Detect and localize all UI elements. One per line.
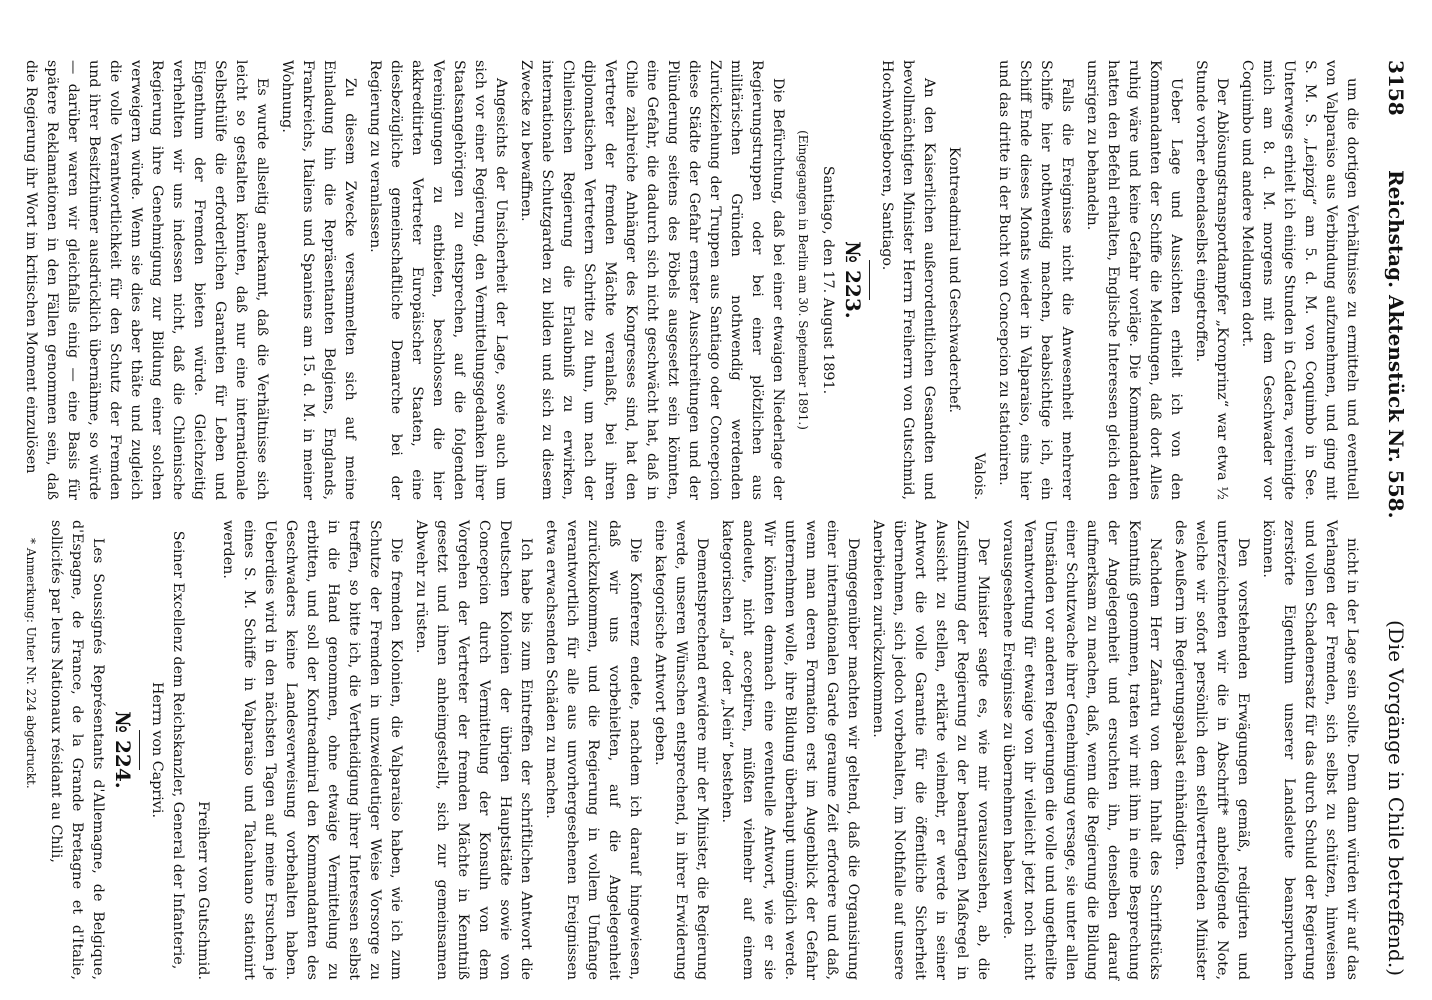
document-number: № 223. [841, 241, 865, 319]
page-header [1370, 60, 1408, 977]
page-number: 3158 [1384, 60, 1408, 116]
paragraph: Nachdem Herr Zañartu von dem Inhalt des Schriftstücks Kenntniß genommen, traten wir mit ihm in eine Besprechung der Angelegenheit und ersuchten ihn, denselben darauf aufmerksam zu machen, daß, wenn die Regierung die Bildung einer Schutzwache ihrer Genehmigung versage, sie unter allen Umständen vor anderen Regierungen die volle und ungetheilte Verantwortung für etwaige von ihr vielleicht jetzt noch nicht vorausgesehene Ereignisse zu übernehmen haben werde. [1000, 520, 1163, 980]
right-column [16, 520, 1362, 980]
place-date: Santiago, den 17. August 1891. [820, 165, 836, 395]
footnote: * Anmerkung: Unter Nr. 224 abgedruckt. [24, 538, 38, 789]
page-title: Reichstag. Aktenstück Nr. 558. [1384, 170, 1408, 519]
received-note: (Eingegangen in Berlin am 30. September 1891.) [796, 130, 810, 430]
paragraph: Falls die Ereignisse nicht die Anwesenheit mehrerer Schiffe hier nothwendig machen, beabsichtige ich, ein Schiff Ende dieses Monats wieder in Valparaiso, eins hier und das dritte in der Bucht von Concepcion zu stationiren. [996, 60, 1075, 500]
paragraph: Es wurde allseitig anerkannt, daß die Verhältnisse sich leicht so gestalten könnten, daß nur eine internationale Selbsthülfe die erforderlichen Garantien für Leben und Eigenthum der Fremden bieten würde. Gleichzeitig verhehlten wir uns indessen nicht, daß die Chilenische Regierung ihre Genehmigung zur Bildung einer solchen verweigern würde. Wenn sie dies aber thäte und zugleich die volle Verantwortlichkeit für den Schutz der Fremden und ihrer Besitzthümer ausdrücklich übernähme, so würde — darüber waren wir gleichfalls einig — eine Basis für spätere Reklamationen in den Fällen genommen sein, daß die Regierung ihr Wort im kritischen Moment einzulösen [23, 60, 270, 500]
paragraph: Zu diesem Zwecke versammelten sich auf meine Einladung hin die Repräsentanten Belgiens, Englands, Frankreichs, Italiens und Spaniens am 15. d. M. in meiner Wohnung. [279, 60, 358, 500]
running-head: (Die Vorgänge in Chile betreffend.) [1384, 620, 1408, 977]
paragraph: Angesichts der Unsicherheit der Lage, sowie auch um sich vor einer Regierung, den Vermittelungsgedanken ihrer Staatsangehörigen zu entsprechen, auf die folgenden Vereinigungen zu entbieten, beschlossen die hier akkreditirten Vertreter Europäischer Staaten, eine diesbezügliche gemeinschaftliche Demarche bei der Regierung zu veranlassen. [367, 60, 509, 500]
paragraph: Die Konferenz endete, nachdem ich darauf hingewiesen, daß wir uns vorbehielten, auf die Angelegenheit zurückzukommen, und die Regierung in vollem Umfange verantwortlich für alle aus unvorhergesehenen Ereignissen etwa erwachsenden Schäden zu machen. [543, 520, 643, 980]
paragraph: Den vorstehenden Erwägungen gemäß, redigirten und unterzeichneten wir die in Abschrift* anbeifolgende Note, welche wir sofort persönlich dem stellvertretenden Minister des Aeußern im Regierungspalast einhändigten. [1172, 520, 1251, 980]
addressee: An den Kaiserlichen außerordentlichen Gesandten und bevollmächtigten Minister Herrn Freiherrn von Gutschmid, Hochwohlgeboren, Santiago. [879, 60, 937, 500]
french-paragraph: Les Soussignés Représentants d'Allemagne, de Belgique, d'Espagne, de France, de la Grande Bretagne et d'Italie, sollicités par leurs Nationaux résidant au Chili, [48, 520, 106, 980]
paragraph: Ueber Lage und Aussichten erhielt ich von den Kommandanten der Schiffe die Meldungen, daß dort Alles ruhig wäre und keine Gefahr vorläge. Die Kommandanten hatten den Befehl erhalten, Englische Interessen gleich den unsrigen zu behandeln. [1084, 60, 1184, 500]
left-column [16, 60, 1362, 500]
signature: Freiherr von Gutschmid. [195, 801, 211, 980]
paragraph: Die fremden Kolonien, die Valparaiso haben, wie ich zum Schutze der Fremden in unzweideutiger Weise Vorsorge zu treffen, so bitte ich, die Vertheidigung ihrer Interessen selbst in die Hand genommen, ohne etwaige Vermittelung zu erbitten, und soll der Kontreadmiral den Kommandanten des Geschwaders keine Landesverweisung vorbehalten haben. Ueberdies wird in den nächsten Tagen auf meine Ersuchen je eines S. M. Schiffe in Valparaiso und Talcahuano stationirt werden. [220, 520, 404, 980]
divider [139, 730, 140, 770]
paragraph: Demgegenüber machten wir geltend, daß die Organisirung einer internationalen Garde geraume Zeit erfordere und daß, wenn man deren Formation erst im Augenblick der Gefahr unternehmen wolle, ihre Bildung überhaupt unmöglich werde. Wir könnten demnach eine eventuelle Antwort, wie er sie andeute, nicht acceptiren, müßten vielmehr auf einem kategorischen „Ja“ oder „Nein“ bestehen. [719, 520, 861, 980]
paragraph: nicht in der Lage sein sollte. Denn dann würden wir auf das Verlangen der Fremden, sich selbst zu schützen, hinweisen und vollen Schadenersatz für das durch Schuld der Regierung zerstörte Eigenthum unserer Landsleute beanspruchen können. [1260, 520, 1360, 980]
document-number: № 224. [111, 711, 135, 789]
divider [869, 260, 870, 300]
paragraph: Dementsprechend erwidere mir der Minister, die Regierung werde, unseren Wünschen entsprechend, in ihrer Erwiderung eine kategorische Antwort geben. [652, 520, 710, 980]
addressee: Seiner Excellenz dem Reichskanzler, General der Infanterie, Herrn von Caprivi. [149, 530, 186, 970]
paragraph: um die dortigen Verhältnisse zu ermitteln und eventuell von Valparaiso aus Verbindung aufzunehmen, und ging mit S. M. S. „Leipzig“ am 5. d. M. von Coquimbo in See. Unterwegs erhielt ich einige Stunden in Caldera, vereinigte mich am 8. d. M. morgens mit dem Geschwader vor Coquimbo und andere Meldungen dort. [1239, 60, 1360, 500]
paragraph: Die Befürchtung, daß bei einer etwaigen Niederlage der Regierungstruppen oder bei einer plötzlichen aus militärischen Gründen nothwendig werdenden Zurückziehung der Truppen aus Santiago oder Concepcion diese Städte der Gefahr ernster Ausschreitungen und der Plünderung seitens des Pöbels ausgesetzt sein könnten, eine Gefahr, die dadurch sich nicht geschwächt hat, daß in Chile zahlreiche Anhänger des Kongresses sind, hat den Vertreter der fremden Mächte veranlaßt, bei ihren diplomatischen Vertretern Schritte zu thun, um nach der Chilenischen Regierung die Erlaubniß zu erwirken, internationale Schutzgarden zu bilden und sich zu diesem Zwecke zu bewaffnen. [518, 60, 786, 500]
signature-title: Kontreadmiral und Geschwaderchef. [946, 146, 962, 414]
paragraph: Der Ablösungstransportdampfer „Kronprinz“ war etwa ½ Stunde vorher ebendaselbst eingetroffen. [1193, 60, 1230, 500]
signature: Valois. [971, 452, 987, 500]
paragraph: Ich habe bis zum Eintreffen der schriftlichen Antwort die Deutschen Kolonien der übrigen Hauptstädte sowie von Concepcion durch Vermittelung der Konsuln von dem Vorgehen der Vertreter der fremden Mächte in Kenntniß gesetzt und ihnen anheimgestellt, sich zur gemeinsamen Abwehr zu rüsten. [413, 520, 534, 980]
paragraph: Der Minister sagte es, wie mir vorauszusehen, ab, die Zustimmung der Regierung zu der beantragten Maßregel in Aussicht zu stellen, erklärte vielmehr, er werde in seiner Antwort die volle Garantie für die öffentliche Sicherheit übernehmen, sich jedoch vorbehalten, im Nothfalle auf unsere Anerbieten zurückzukommen. [870, 520, 991, 980]
